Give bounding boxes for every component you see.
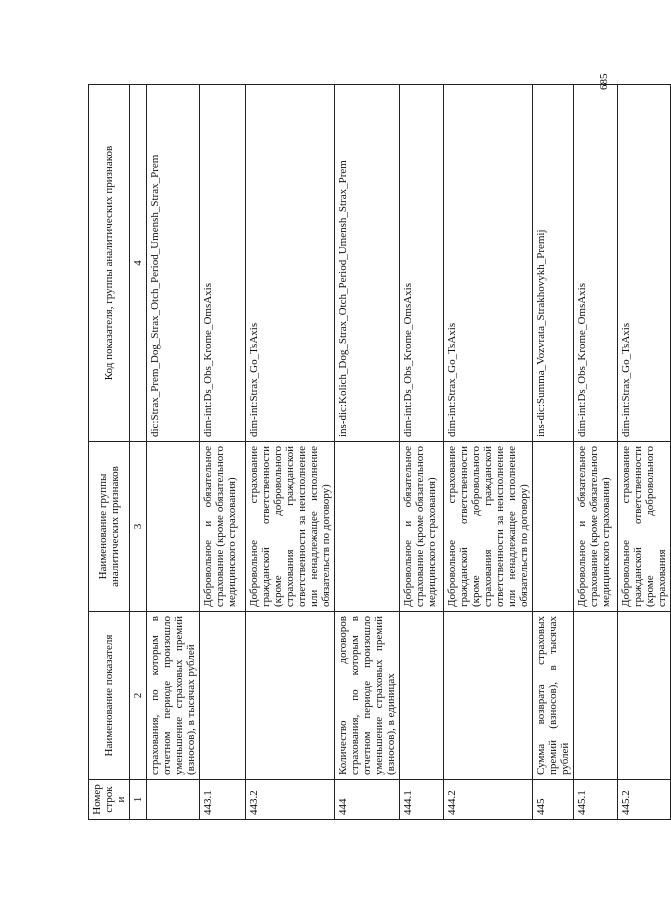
table-row <box>335 85 400 820</box>
indicator-code: dim-int:Strax_Go_TsAxis <box>444 85 533 442</box>
column-number: 4 <box>130 85 147 442</box>
column-number: 3 <box>130 442 147 612</box>
indicator-code: ins-dic:Kolich_Dog_Strax_Otch_Period_Umensh_Strax_Prem <box>335 85 400 442</box>
header-cell: Наименование показателя <box>89 612 130 780</box>
table-row <box>618 85 671 820</box>
table-row <box>400 85 444 820</box>
indicator-code: ins-dic:Summa_Vozvrata_Strakhovykh_Premij <box>533 85 574 442</box>
row-number: 443.1 <box>200 780 246 820</box>
row-number: 445 <box>533 780 574 820</box>
group-name: Добровольное страхование гражданской ответственности (кроме добровольного страхования гражданской ответственности за неисполнение или ненадлежащее исполнение обязательств по договору) <box>246 442 335 612</box>
table-row <box>444 85 533 820</box>
header-cell: Номер строки <box>89 780 130 820</box>
header-cell: Наименование группы аналитических признаков <box>89 442 130 612</box>
header-row <box>89 85 130 820</box>
column-number-row <box>130 85 147 820</box>
indicator-code: dim-int:Strax_Go_TsAxis <box>246 85 335 442</box>
row-number: 445.1 <box>574 780 618 820</box>
column-number: 1 <box>130 780 147 820</box>
group-name: Добровольное и обязательное страхование (кроме обязательного медицинского страхования) <box>400 442 444 612</box>
indicator-code: dim-int:Strax_Go_TsAxis <box>618 85 671 442</box>
header-cell: Код показателя, группы аналитических признаков <box>89 85 130 442</box>
row-number: 443.2 <box>246 780 335 820</box>
page-number: 685 <box>598 73 610 90</box>
row-number <box>147 780 200 820</box>
indicator-name: Количество договоров страхования, по которым в отчетном периоде произошло уменьшение страховых премий (взносов), в единицах <box>335 612 400 780</box>
indicator-name <box>618 612 671 780</box>
column-number: 2 <box>130 612 147 780</box>
indicator-code: dim-int:Ds_Obs_Krome_OmsAxis <box>200 85 246 442</box>
group-name <box>335 442 400 612</box>
group-name: Добровольное страхование гражданской ответственности (кроме добровольного страхования <box>618 442 671 612</box>
group-name: Добровольное и обязательное страхование (кроме обязательного медицинского страхования) <box>574 442 618 612</box>
indicator-name: страхования, по которым в отчетном периоде произошло уменьшение страховых премий (взносов), в тысячах рублей <box>147 612 200 780</box>
indicator-name <box>246 612 335 780</box>
group-name <box>147 442 200 612</box>
row-number: 445.2 <box>618 780 671 820</box>
indicator-name <box>444 612 533 780</box>
indicator-code: dim-int:Ds_Obs_Krome_OmsAxis <box>574 85 618 442</box>
table-row <box>200 85 246 820</box>
group-name: Добровольное и обязательное страхование (кроме обязательного медицинского страхования) <box>200 442 246 612</box>
indicator-name <box>400 612 444 780</box>
indicator-code: dim-int:Ds_Obs_Krome_OmsAxis <box>400 85 444 442</box>
indicator-name <box>574 612 618 780</box>
group-name: Добровольное страхование гражданской ответственности (кроме добровольного страхования гражданской ответственности за неисполнение или ненадлежащее исполнение обязательств по договору) <box>444 442 533 612</box>
table-row <box>147 85 200 820</box>
indicator-table <box>88 84 671 820</box>
table-row <box>533 85 574 820</box>
row-number: 444 <box>335 780 400 820</box>
table-row <box>574 85 618 820</box>
row-number: 444.1 <box>400 780 444 820</box>
row-number: 444.2 <box>444 780 533 820</box>
table-row <box>246 85 335 820</box>
indicator-code: dic:Strax_Prem_Dog_Strax_Otch_Period_Umensh_Strax_Prem <box>147 85 200 442</box>
indicator-name: Сумма возврата страховых премий (взносов), в тысячах рублей <box>533 612 574 780</box>
group-name <box>533 442 574 612</box>
indicator-name <box>200 612 246 780</box>
